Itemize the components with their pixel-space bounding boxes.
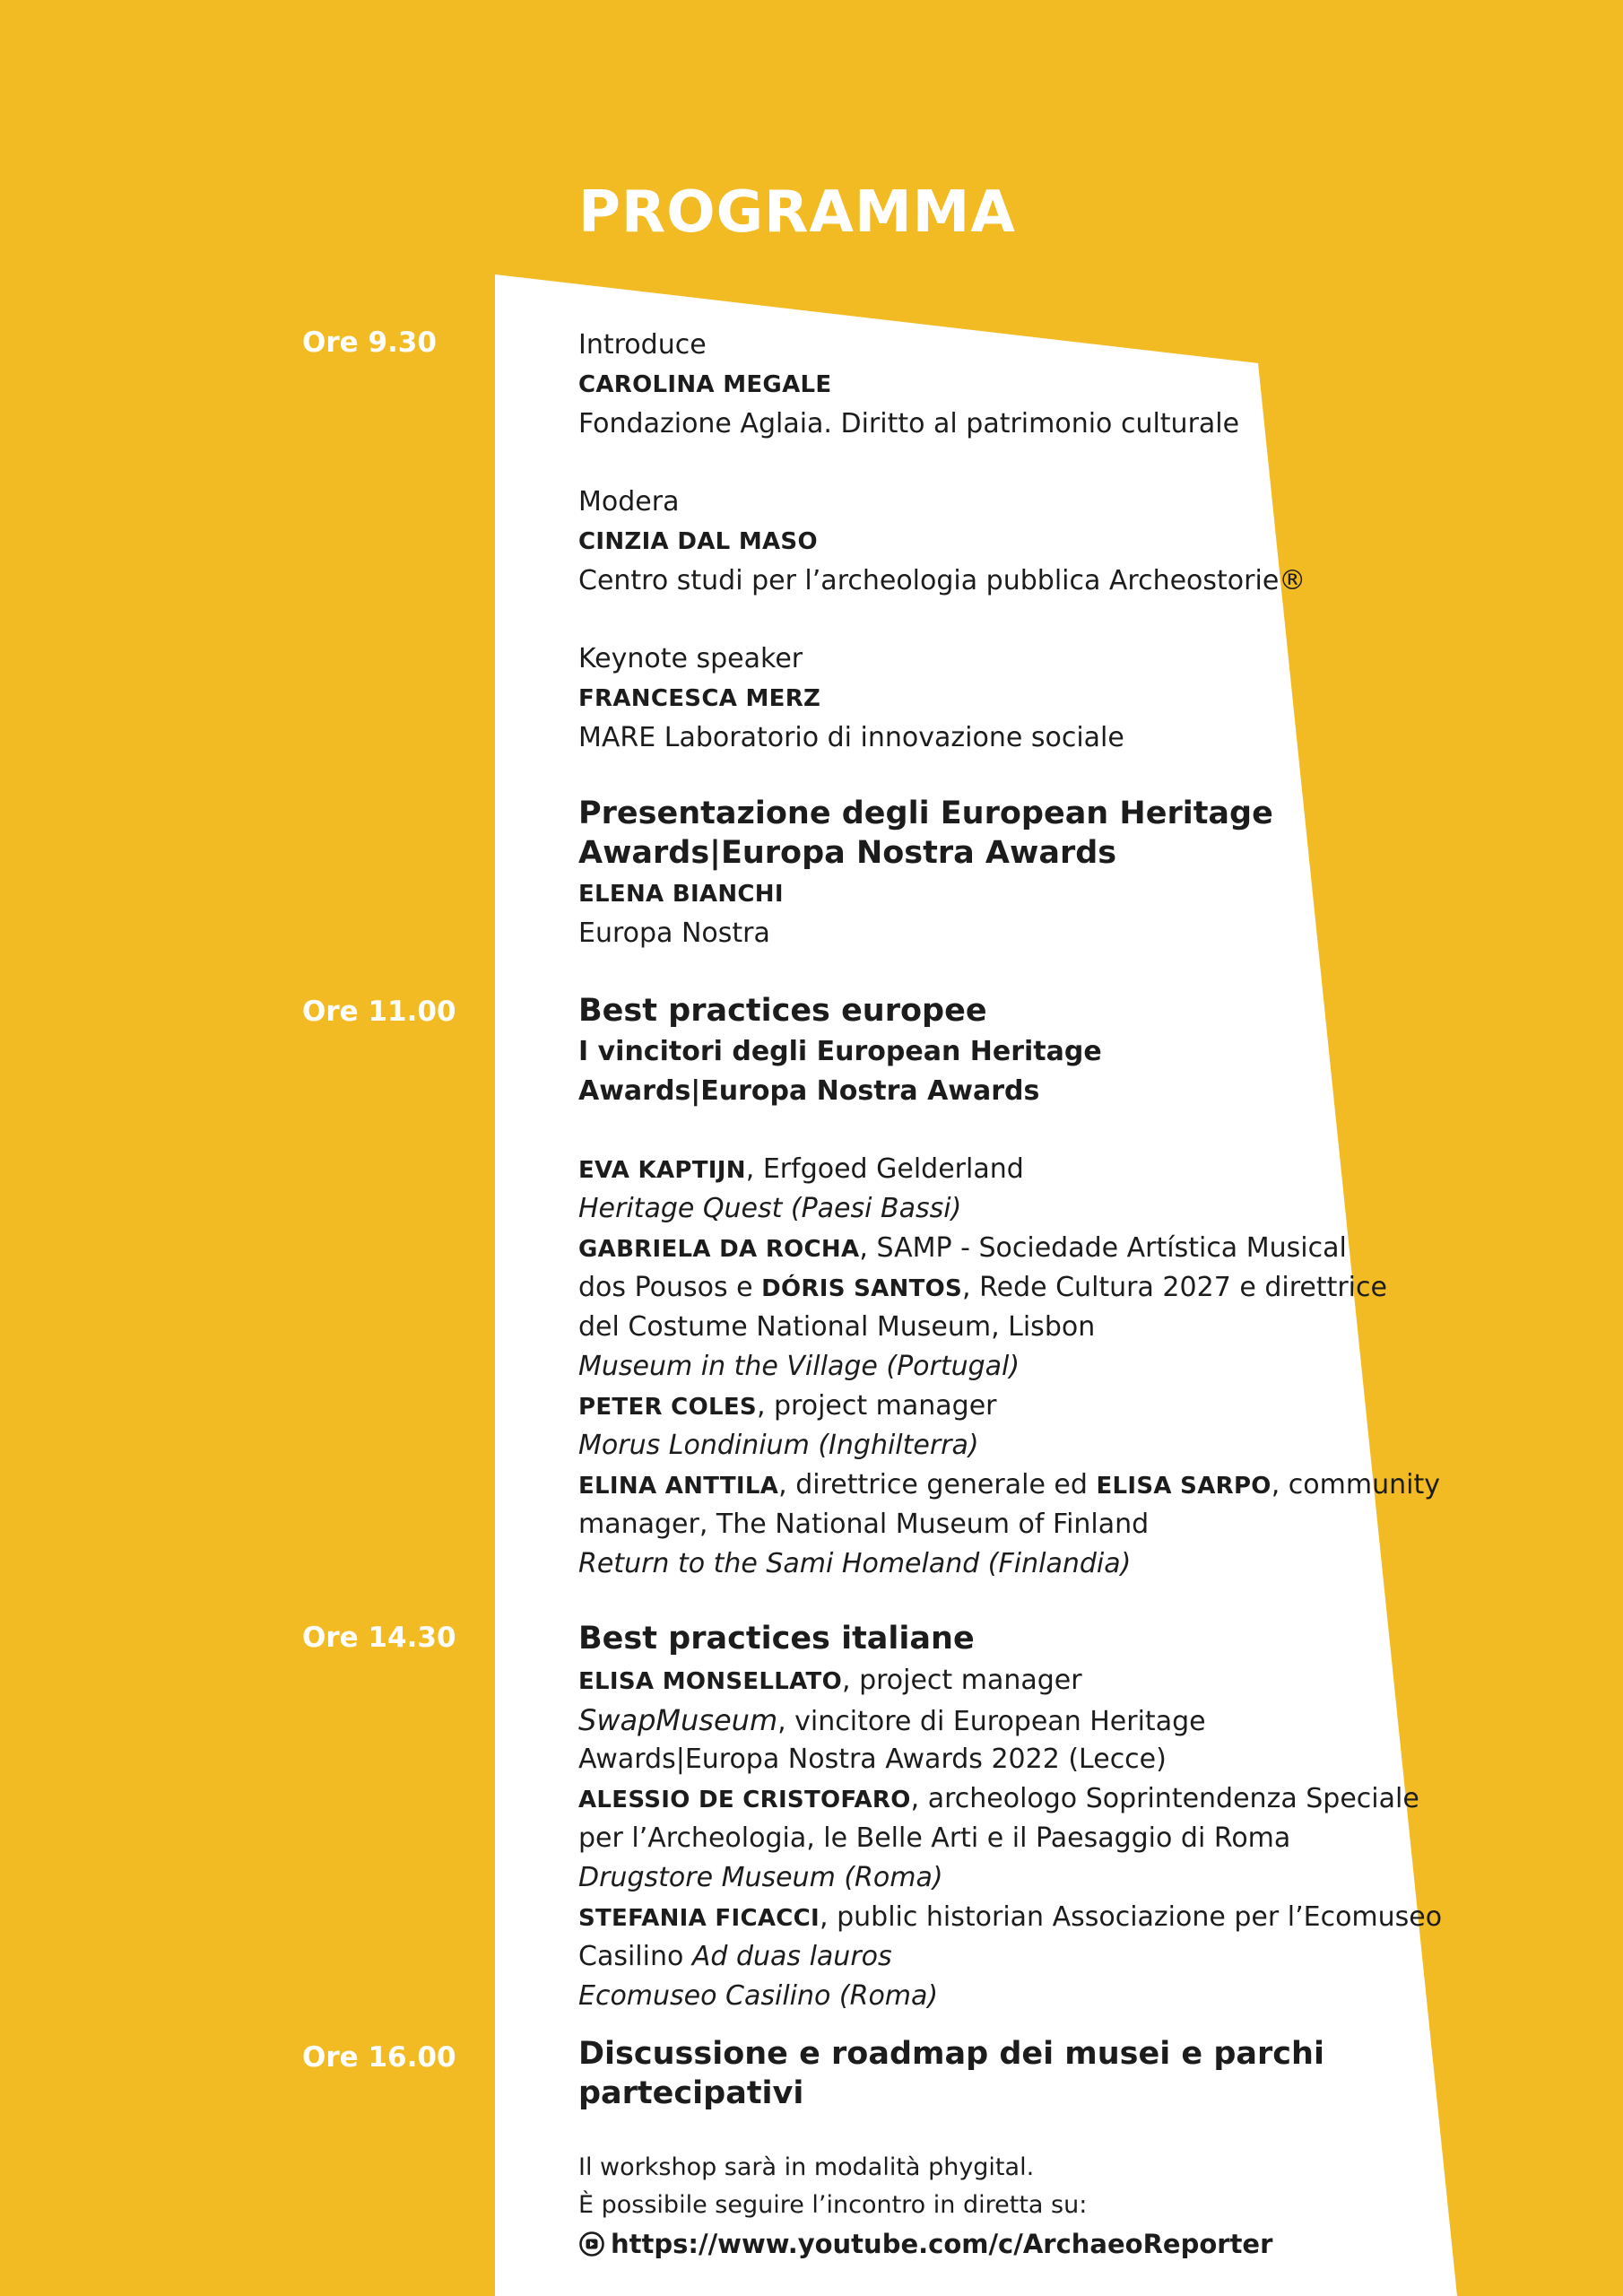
presentation-heading-line2: Awards|Europa Nostra Awards <box>578 835 1117 871</box>
keynote-label: Keynote speaker <box>578 643 803 674</box>
time-label-1100: Ore 11.00 <box>302 996 456 1028</box>
speaker-entry <box>578 1661 1082 1701</box>
speaker-name: EVA KAPTIJN <box>578 1157 746 1184</box>
speaker-affiliation: , community <box>1271 1469 1440 1500</box>
speaker-affiliation: Casilino <box>578 1941 692 1972</box>
speaker-affiliation: del Costume National Museum, Lisbon <box>578 1311 1096 1343</box>
speaker-entry <box>578 1898 1442 1938</box>
speaker-entry <box>578 1229 1347 1269</box>
speaker-entry <box>578 1465 1440 1506</box>
speaker-affiliation: , project manager <box>842 1665 1082 1696</box>
speaker-affiliation-italic: Ad duas lauros <box>691 1941 892 1972</box>
speaker-name: ELISA SARPO <box>1096 1473 1271 1500</box>
moderator-name: CINZIA DAL MASO <box>578 528 818 555</box>
speaker-affiliation: , public historian Associazione per l’Ecomuseo <box>820 1901 1443 1933</box>
discussion-heading-line2: partecipativi <box>578 2075 804 2111</box>
workshop-note: Il workshop sarà in modalità phygital. <box>578 2153 1035 2181</box>
european-practices-heading: Best practices europee <box>578 993 987 1029</box>
project-title: Morus Londinium (Inghilterra) <box>578 1430 979 1461</box>
speaker-affiliation: per l’Archeologia, le Belle Arti e il Paesaggio di Roma <box>578 1822 1291 1854</box>
speaker-name: PETER COLES <box>578 1394 757 1421</box>
speaker-name: DÓRIS SANTOS <box>761 1275 963 1302</box>
intro-speaker-org: Fondazione Aglaia. Diritto al patrimonio culturale <box>578 408 1240 439</box>
project-title: Ecomuseo Casilino (Roma) <box>578 1980 939 2012</box>
project-title: Return to the Sami Homeland (Finlandia) <box>578 1548 1132 1579</box>
speaker-affiliation: , project manager <box>756 1390 997 1422</box>
presentation-speaker-org: Europa Nostra <box>578 918 770 949</box>
youtube-channel-link[interactable]: https://www.youtube.com/c/ArchaeoReporter <box>611 2229 1273 2259</box>
project-description: Awards|Europa Nostra Awards 2022 (Lecce) <box>578 1744 1167 1775</box>
speaker-entry <box>578 1268 1387 1309</box>
project-title: SwapMuseum <box>578 1703 778 1737</box>
time-label-930: Ore 9.30 <box>302 326 437 359</box>
intro-speaker-name: CAROLINA MEGALE <box>578 371 832 398</box>
speaker-affiliation: manager, The National Museum of Finland <box>578 1509 1150 1540</box>
speaker-entry <box>578 1387 997 1427</box>
italian-practices-heading: Best practices italiane <box>578 1621 975 1657</box>
keynote-speaker-name: FRANCESCA MERZ <box>578 685 821 712</box>
time-label-1600: Ore 16.00 <box>302 2041 456 2074</box>
page-title: PROGRAMMA <box>578 179 1016 246</box>
project-title: Heritage Quest (Paesi Bassi) <box>578 1193 962 1224</box>
speaker-name: ALESSIO DE CRISTOFARO <box>578 1787 911 1813</box>
european-practices-subheading-line1: I vincitori degli European Heritage <box>578 1036 1102 1067</box>
youtube-play-icon <box>578 2231 605 2257</box>
european-practices-subheading-line2: Awards|Europa Nostra Awards <box>578 1075 1040 1107</box>
stream-note: È possibile seguire l’incontro in diretta su: <box>578 2191 1088 2219</box>
speaker-affiliation: , archeologo Soprintendenza Speciale <box>910 1783 1419 1814</box>
time-label-1430: Ore 14.30 <box>302 1622 456 1654</box>
speaker-affiliation: , direttrice generale ed <box>778 1469 1097 1500</box>
speaker-entry <box>578 1150 1024 1190</box>
speaker-name: ELINA ANTTILA <box>578 1473 779 1500</box>
speaker-affiliation: dos Pousos e <box>578 1272 762 1303</box>
speaker-affiliation: , Erfgoed Gelderland <box>745 1153 1024 1185</box>
project-title: Museum in the Village (Portugal) <box>578 1351 1020 1382</box>
moderator-label: Modera <box>578 486 680 517</box>
speaker-affiliation: , Rede Cultura 2027 e direttrice <box>962 1272 1387 1303</box>
speaker-affiliation: , SAMP - Sociedade Artística Musical <box>859 1232 1347 1264</box>
discussion-heading-line1: Discussione e roadmap dei musei e parchi <box>578 2036 1324 2072</box>
youtube-link-row[interactable] <box>578 2224 1272 2265</box>
speaker-name: GABRIELA DA ROCHA <box>578 1236 860 1263</box>
project-entry <box>578 1700 1206 1742</box>
project-description: , vincitore di European Heritage <box>777 1706 1206 1737</box>
project-title: Drugstore Museum (Roma) <box>578 1862 943 1893</box>
presentation-heading-line1: Presentazione degli European Heritage <box>578 796 1273 831</box>
speaker-entry <box>578 1937 892 1977</box>
speaker-name: ELISA MONSELLATO <box>578 1668 842 1695</box>
keynote-speaker-org: MARE Laboratorio di innovazione sociale <box>578 722 1124 753</box>
intro-label: Introduce <box>578 329 707 361</box>
speaker-name: STEFANIA FICACCI <box>578 1905 820 1932</box>
moderator-org: Centro studi per l’archeologia pubblica Archeostorie® <box>578 565 1306 596</box>
speaker-entry <box>578 1779 1419 1820</box>
presentation-speaker-name: ELENA BIANCHI <box>578 881 784 908</box>
